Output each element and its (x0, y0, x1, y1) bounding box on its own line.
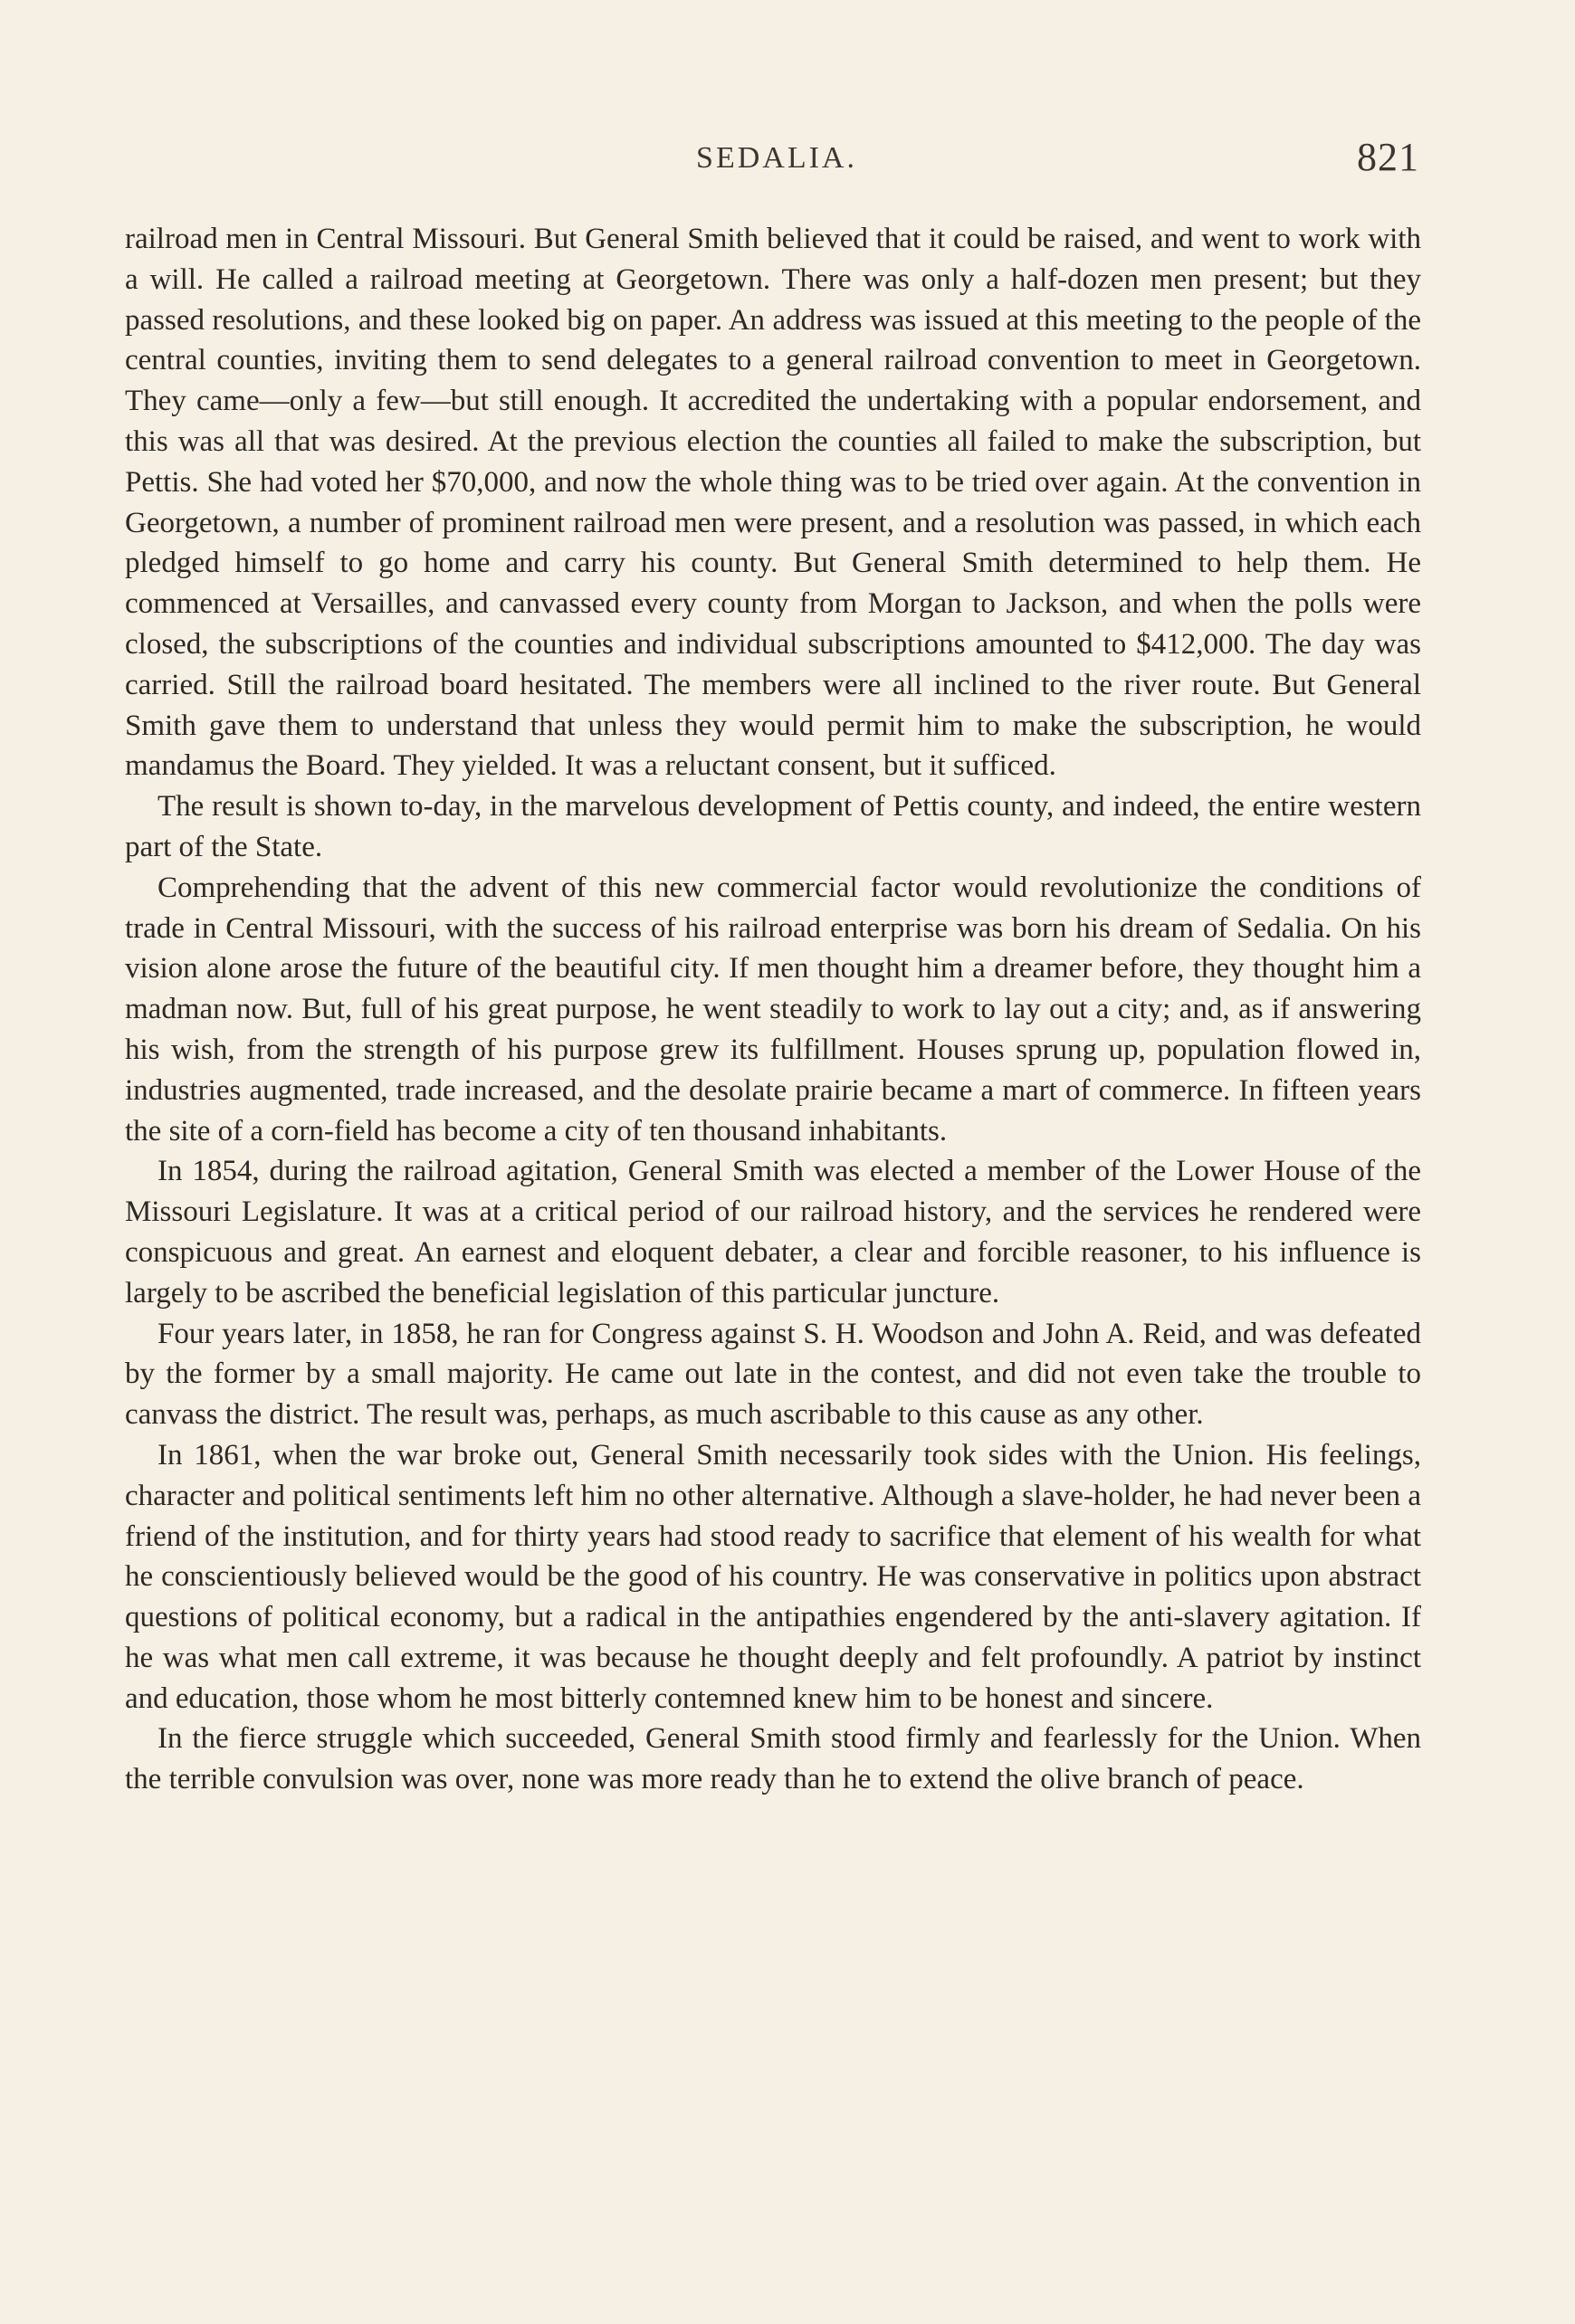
paragraph: railroad men in Central Missouri. But General Smith believed that it could be raised, and went to work with a will. He called a railroad meeting at Georgetown. There was only a half-dozen men present; but they passed resolutions, and these looked big on paper. An address was issued at this meeting to the people of the central counties, inviting them to send delegates to a general railroad convention to meet in Georgetown. They came—only a few—but still enough. It accredited the undertaking with a popular endorsement, and this was all that was desired. At the previous election the counties all failed to make the subscription, but Pettis. She had voted her $70,000, and now the whole thing was to be tried over again. At the convention in Georgetown, a number of prominent railroad men were present, and a resolution was passed, in which each pledged himself to go home and carry his county. But General Smith determined to help them. He commenced at Versailles, and canvassed every county from Morgan to Jackson, and when the polls were closed, the subscriptions of the counties and individual subscriptions amounted to $412,000. The day was carried. Still the railroad board hesitated. The members were all inclined to the river route. But General Smith gave them to understand that unless they would permit him to make the subscription, he would mandamus the Board. They yielded. It was a reluctant consent, but it sufficed. (125, 223, 1421, 783)
page-header (125, 134, 1428, 188)
page-number: 821 (1357, 135, 1419, 179)
paragraph: In the fierce struggle which succeeded, General Smith stood firmly and fearlessly for the Union. When the terrible convulsion was over, none was more ready than he to extend the olive branch of peace. (125, 1722, 1421, 1796)
paragraph: Comprehending that the advent of this new commercial factor would revolutionize the conditions of trade in Central Missouri, with the success of his railroad enterprise was born his dream of Sedalia. On his vision alone arose the future of the beautiful city. If men thought him a dreamer before, they thought him a madman now. But, full of his great purpose, he went steadily to work to lay out a city; and, as if answering his wish, from the strength of his purpose grew its fulfillment. Houses sprung up, population flowed in, industries augmented, trade increased, and the desolate prairie became a mart of commerce. In fifteen years the site of a corn-field has become a city of ten thousand inhabitants. (125, 871, 1421, 1148)
body-text (125, 219, 1421, 1800)
running-head: SEDALIA. (696, 141, 857, 175)
paragraph: Four years later, in 1858, he ran for Congress against S. H. Woodson and John A. Reid, and was defeated by the former by a small majority. He came out late in the contest, and did not even take the trouble to canvass the district. The result was, perhaps, as much ascribable to this cause as any other. (125, 1317, 1421, 1432)
paragraph: The result is shown to-day, in the marvelous development of Pettis county, and indeed, the entire western part of the State. (125, 790, 1421, 863)
paragraph: In 1854, during the railroad agitation, General Smith was elected a member of the Lower House of the Missouri Legislature. It was at a critical period of our railroad history, and the services he rendered were conspicuous and great. An earnest and eloquent debater, a clear and forcible reasoner, to his influence is largely to be ascribed the beneficial legislation of this particular juncture. (125, 1155, 1421, 1310)
paragraph: In 1861, when the war broke out, General Smith necessarily took sides with the Union. His feelings, character and political sentiments left him no other alternative. Although a slave-holder, he had never been a friend of the institution, and for thirty years had stood ready to sacrifice that element of his wealth for what he conscientiously believed would be the good of his country. He was conservative in politics upon abstract questions of political economy, but a radical in the antipathies engendered by the anti-slavery agitation. If he was what men call extreme, it was because he thought deeply and felt profoundly. A patriot by instinct and education, those whom he most bitterly contemned knew him to be honest and sincere. (125, 1438, 1421, 1715)
